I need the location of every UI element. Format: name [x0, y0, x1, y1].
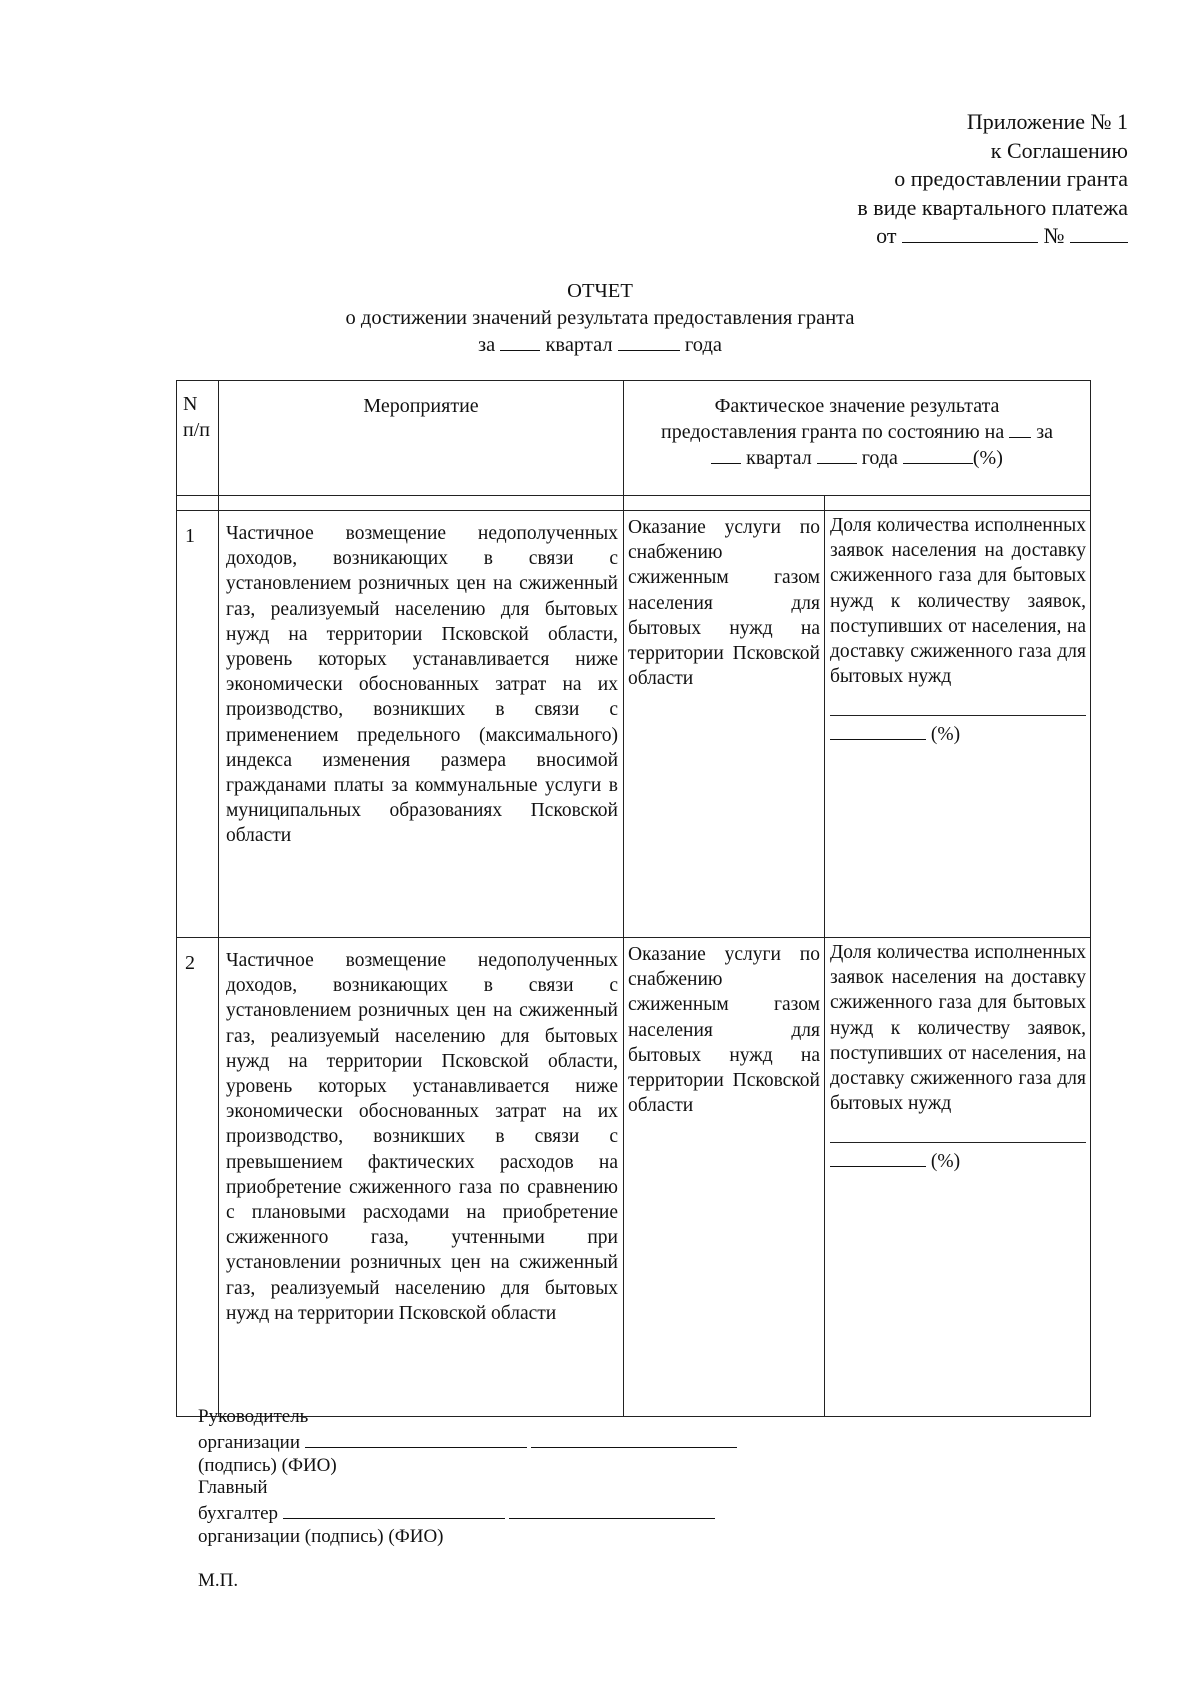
row-service: Оказание услуги по снабжению сжиженным газом населения для бытовых нужд на территории Псковской области	[624, 511, 825, 938]
row-share: Доля количества исполненных заявок населения на доставку сжиженного газа для бытовых нужд к количеству заявок, поступивших от населения, на доставку сжиженного газа для бытовых нужд	[830, 515, 1087, 688]
header-measure: Мероприятие	[219, 381, 624, 496]
percent-blank	[830, 1154, 926, 1167]
period-for: за	[478, 334, 496, 356]
row-share: Доля количества исполненных заявок населения на доставку сжиженного газа для бытовых нужд к количеству заявок, поступивших от населения, на доставку сжиженного газа для бытовых нужд	[830, 942, 1087, 1115]
header-fact-line2	[624, 419, 1090, 445]
quarter-blank	[711, 445, 741, 464]
quarter-blank	[500, 332, 540, 351]
number-label: №	[1043, 223, 1065, 248]
header-fact-line3	[624, 445, 1090, 471]
acc-label: бухгалтер	[198, 1503, 279, 1525]
percent-label: (%)	[930, 724, 961, 746]
report-subtitle: о достижении значений результата предоставления гранта	[345, 307, 855, 329]
signature-block	[198, 1406, 737, 1549]
table-spacer-row	[177, 496, 1091, 511]
percent-label: (%)	[930, 1151, 961, 1173]
name-blank	[509, 1500, 715, 1519]
value-line	[830, 1142, 1086, 1147]
acc-title: Главный	[198, 1477, 268, 1499]
stamp-place: М.П.	[198, 1570, 239, 1591]
signature-blank	[283, 1500, 505, 1519]
spacer-cell	[177, 496, 219, 511]
head-org-label: организации	[198, 1431, 301, 1453]
table-row	[177, 511, 1091, 938]
header-fact-year: года	[861, 447, 898, 469]
row-share-cell	[825, 938, 1091, 1417]
percent-blank	[830, 727, 926, 740]
appendix-header	[857, 108, 1128, 251]
appendix-line: в виде квартального платежа	[857, 194, 1128, 220]
row-percent	[830, 722, 1086, 747]
report-heading: ОТЧЕТ	[567, 280, 633, 302]
row-number: 2	[177, 938, 219, 1417]
value-line	[830, 715, 1086, 720]
date-blank	[902, 224, 1038, 243]
header-fact-line1: Фактическое значение результата	[714, 395, 1000, 417]
table-header-row	[177, 381, 1091, 496]
year-blank	[618, 332, 680, 351]
spacer-cell	[825, 496, 1091, 511]
acc-sign-caption: организации (подпись) (ФИО)	[198, 1525, 444, 1547]
head-org-line	[198, 1429, 737, 1455]
header-fact-date-label: предоставления гранта по состоянию на	[661, 421, 1005, 443]
spacer-cell	[219, 496, 624, 511]
date-blank	[1009, 419, 1031, 438]
row-service: Оказание услуги по снабжению сжиженным газом населения для бытовых нужд на территории Псковской области	[624, 938, 825, 1417]
signature-blank	[305, 1429, 527, 1448]
header-fact-value	[624, 381, 1091, 496]
table-row	[177, 938, 1091, 1417]
row-percent	[830, 1149, 1086, 1174]
row-measure: Частичное возмещение недополученных доходов, возникающих в связи с установлением розничных цен на сжиженный газ, реализуемый населению для бытовых нужд на территории Псковской области, уровень которых устанавливается ниже экономически обоснованных затрат на их производство, возникших в связи с применением предельного (максимального) индекса изменения размера вносимой гражданами платы за коммунальные услуги в муниципальных образованиях Псковской области	[219, 511, 624, 938]
acc-line	[198, 1500, 737, 1526]
report-title	[0, 278, 1200, 359]
name-blank	[531, 1429, 737, 1448]
report-period	[0, 332, 1200, 359]
header-num: N п/п	[177, 381, 219, 496]
head-title: Руководитель	[198, 1406, 309, 1427]
row-share-cell	[825, 511, 1091, 938]
year-blank	[817, 445, 857, 464]
row-number: 1	[177, 511, 219, 938]
header-fact-for: за	[1036, 421, 1053, 443]
header-fact-pct: (%)	[972, 447, 1003, 469]
number-blank	[1070, 224, 1128, 243]
appendix-line: Приложение № 1	[966, 109, 1128, 134]
value-blank	[903, 445, 973, 464]
appendix-date-number	[857, 222, 1128, 251]
period-quarter: квартал	[545, 334, 613, 356]
report-table	[176, 380, 1091, 1417]
row-measure: Частичное возмещение недополученных доходов, возникающих в связи с установлением розничных цен на сжиженный газ, реализуемый населению для бытовых нужд на территории Псковской области, уровень которых устанавливается ниже экономически обоснованных затрат на их производство, возникших в связи с превышением фактических расходов на приобретение сжиженного газа по сравнению с плановыми расходами на приобретение сжиженного газа, учтенными при установлении розничных цен на сжиженный газ, реализуемый населению для бытовых нужд на территории Псковской области	[219, 938, 624, 1417]
spacer-cell	[624, 496, 825, 511]
appendix-line: к Соглашению	[990, 137, 1128, 163]
period-year: года	[684, 334, 722, 356]
from-label: от	[876, 223, 897, 248]
head-sign-caption: (подпись) (ФИО)	[198, 1454, 337, 1476]
header-fact-quarter: квартал	[746, 447, 812, 469]
appendix-line: о предоставлении гранта	[894, 166, 1128, 191]
